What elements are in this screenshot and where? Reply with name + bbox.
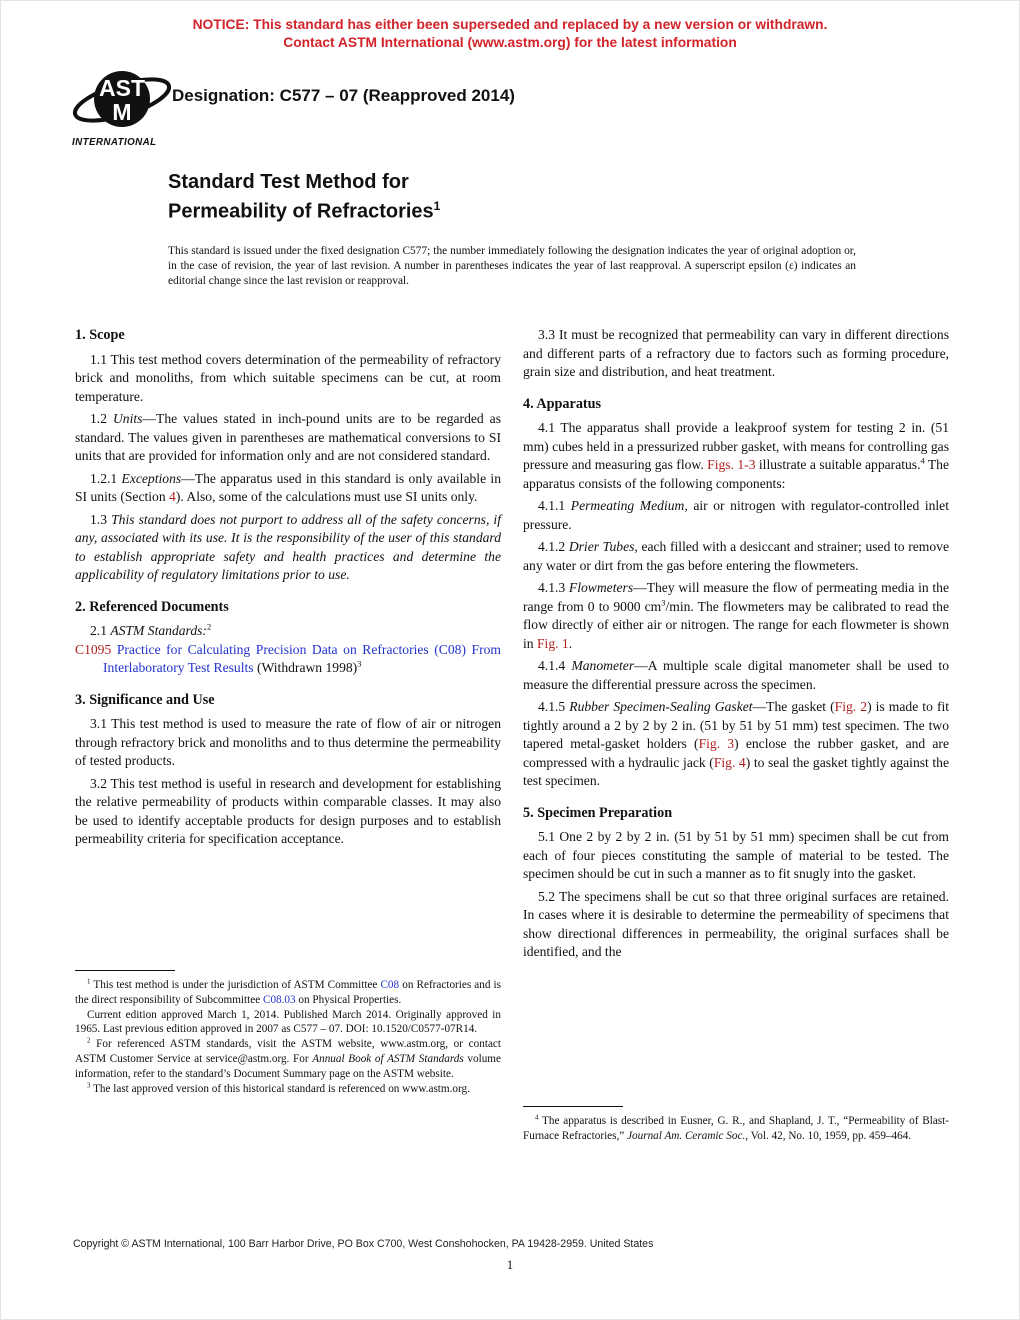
text-link[interactable]: C1095 bbox=[75, 641, 112, 657]
section-heading: 1. Scope bbox=[75, 327, 125, 343]
paragraph: 4.1 The apparatus shall provide a leakproof system for testing 2 in. (51 mm) cubes held in a pressurized rubber gasket, with means for controlling gas pressure and measuring gas flow. Figs. 1-3 illustrate a suitable apparatus.$^4$ The apparatus consists of the following components: bbox=[523, 420, 950, 491]
left-column bbox=[75, 324, 501, 849]
paragraph: 4.1.3 Flowmeters—They will measure the flow of permeating media in the range from 0 to 9000 $cm^3/\min$. The flowmeters may be calibrated to read the flow directly of either air or nitrogen. The range for each flowmeter is shown in Fig. 1. bbox=[523, 580, 949, 651]
paragraph: 4.1.4 Manometer—A multiple scale digital manometer shall be used to measure the differential pressure across the specimen. bbox=[523, 658, 950, 692]
notice-line-1: NOTICE: This standard has either been superseded and replaced by a new version or withdrawn. bbox=[192, 17, 828, 32]
footnote: $^3$ The last approved version of this historical standard is referenced on www.astm.org. bbox=[87, 1080, 470, 1095]
paragraph: 4.1.1 Permeating Medium, air or nitrogen with regulator-controlled inlet pressure. bbox=[523, 498, 949, 532]
supersession-notice bbox=[0, 16, 1020, 52]
section-heading: 5. Specimen Preparation bbox=[523, 804, 673, 821]
paragraph: 3.1 This test method is used to measure the rate of flow of air or nitrogen through refractory brick and monoliths and to thus determine the permeability of tested products. bbox=[75, 716, 501, 768]
text-link[interactable]: Fig. 3 bbox=[698, 736, 735, 751]
paragraph: 4.1.2 Drier Tubes, each filled with a desiccant and strainer; used to remove any water or dirt from the gas before entering the flowmeters. bbox=[523, 539, 949, 573]
designation-line: Designation: C577 – 07 (Reapproved 2014) bbox=[172, 86, 515, 105]
reference-entry: C1095 Practice for Calculating Precision Data on Refractories (C08) From Interlaboratory Test Results (Withdrawn 1998)$^3$ bbox=[75, 641, 501, 675]
text-link[interactable]: Fig. 2 bbox=[834, 699, 868, 714]
paragraph: 4.1.5 Rubber Specimen-Sealing Gasket—The gasket (Fig. 2) is made to fit tightly around a 2 by 2 by 2 in. (51 by 51 by 51 mm) test specimen. The two tapered metal-gasket holders (Fig. 3) enclose the rubber gasket, and are compressed with a hydraulic jack (Fig. 4) to seal the gasket tightly against the test specimen. bbox=[523, 699, 950, 788]
text-link[interactable]: Figs. 1-3 bbox=[707, 457, 756, 472]
paragraph: 1.2.1 Exceptions—The apparatus used in this standard is only available in SI units (Section 4). Also, some of the calculations must use SI units only. bbox=[75, 470, 502, 504]
text-link[interactable]: Fig. 1 bbox=[536, 635, 569, 651]
logo-subtitle: INTERNATIONAL bbox=[72, 137, 157, 148]
section-heading: 4. Apparatus bbox=[523, 395, 602, 412]
section-heading: 2. Referenced Documents bbox=[75, 598, 229, 615]
footnote: $^1$ This test method is under the jurisdiction of ASTM Committee C08 on Refractories and is the direct responsibility of Subcommittee C08.03 on Physical Properties. bbox=[75, 977, 502, 1006]
text-link[interactable]: C08 bbox=[380, 979, 400, 991]
paragraph: 2.1 ASTM Standards:$^2$ bbox=[90, 621, 212, 638]
paragraph: 1.2 Units—The values stated in inch-pound units are to be regarded as standard. The values given in parentheses are mathematical conversions to SI units that are provided for information only and are not considered standard. bbox=[75, 411, 501, 463]
footnote: $^4$ The apparatus is described in Eusner, G. R., and Shapland, J. T., “Permeability of Blast-Furnace Refractories,” Journal Am. Ceramic Soc., Vol. 42, No. 10, 1959, pp. 459–464. bbox=[523, 1113, 949, 1142]
astm-globe-icon bbox=[72, 66, 176, 138]
left-footnotes bbox=[75, 970, 501, 1096]
right-footnotes bbox=[523, 1106, 949, 1144]
paragraph: 1.3 This standard does not purport to address all of the safety concerns, if any, associated with its use. It is the responsibility of the user of this standard to establish appropriate safety and health practices and determine the applicability of regulatory limitations prior to use. bbox=[75, 511, 501, 582]
logo-letters-bottom: M bbox=[112, 99, 132, 125]
footnote: Current edition approved March 1, 2014. Published March 2014. Originally approved in 1965. Last previous edition approved in 2007 as C577 – 07. DOI: 10.1520/C0577-07R14. bbox=[75, 1008, 501, 1036]
text-link[interactable]: Practice for Calculating Precision Data on Refractories (C08) From Interlaboratory Test Results bbox=[103, 641, 501, 675]
title-line-1: Standard Test Method for bbox=[168, 171, 409, 193]
paragraph: 5.1 One 2 by 2 by 2 in. (51 by 51 by 51 mm) specimen shall be cut from each of four pieces constituting the sample of material to be tested. The specimen should be cut in such a manner as to fit snugly into the gasket. bbox=[523, 829, 949, 881]
title-line-2: Permeability of Refractories$^1$ bbox=[168, 199, 441, 223]
page-number: 1 bbox=[506, 1258, 514, 1272]
text-link[interactable]: 4 bbox=[169, 489, 176, 504]
logo-letters-top: AST bbox=[99, 75, 145, 101]
paragraph: 5.2 The specimens shall be cut so that three original surfaces are retained. In cases where it is desirable to determine the permeability of specimens that show directional differences in permeability, the original surfaces shall be identified, and the bbox=[523, 888, 949, 959]
paragraph: 1.1 This test method covers determination of the permeability of refractory brick and monoliths, from which suitable specimens can be cut, at room temperature. bbox=[75, 351, 501, 404]
astm-logo bbox=[72, 66, 176, 148]
copyright-line: Copyright © ASTM International, 100 Barr Harbor Drive, PO Box C700, West Conshohocken, PA 19428-2959. United States bbox=[73, 1238, 654, 1250]
document-title bbox=[168, 170, 440, 224]
text-link[interactable]: C08.03 bbox=[262, 993, 296, 1006]
footnote-separator bbox=[523, 1106, 623, 1107]
right-column bbox=[523, 324, 949, 962]
title-footnote-marker: 1 bbox=[433, 199, 441, 213]
footnote-separator bbox=[75, 970, 175, 971]
paragraph: 3.3 It must be recognized that permeability can vary in different directions and different parts of a refractory due to factors such as forming procedure, grain size and distribution, and heat treatment. bbox=[523, 327, 949, 379]
footnote: $^2$ For referenced ASTM standards, visit the ASTM website, www.astm.org, or contact ASTM Customer Service at service@astm.org. For Annual Book of ASTM Standards volume information, refer to the standard’s Document Summary page on the ASTM website. bbox=[75, 1036, 501, 1080]
paragraph: 3.2 This test method is useful in research and development for establishing the relative permeability of products within comparable classes. It may also be used to identify acceptable products for design purposes and to establish permeability criteria for specification acceptance. bbox=[75, 775, 501, 846]
notice-line-2: Contact ASTM International (www.astm.org) for the latest information bbox=[283, 35, 737, 50]
text-link[interactable]: Fig. 4 bbox=[713, 754, 746, 770]
section-heading: 3. Significance and Use bbox=[75, 691, 215, 708]
issuance-note: This standard is issued under the fixed designation C577; the number immediately following the designation indicates the year of original adoption or, in the case of revision, the year of last revision. A number in parentheses indicates the year of last reapproval. A superscript epsilon (ε) indicates an editorial change since the last revision or reapproval. bbox=[168, 245, 856, 288]
